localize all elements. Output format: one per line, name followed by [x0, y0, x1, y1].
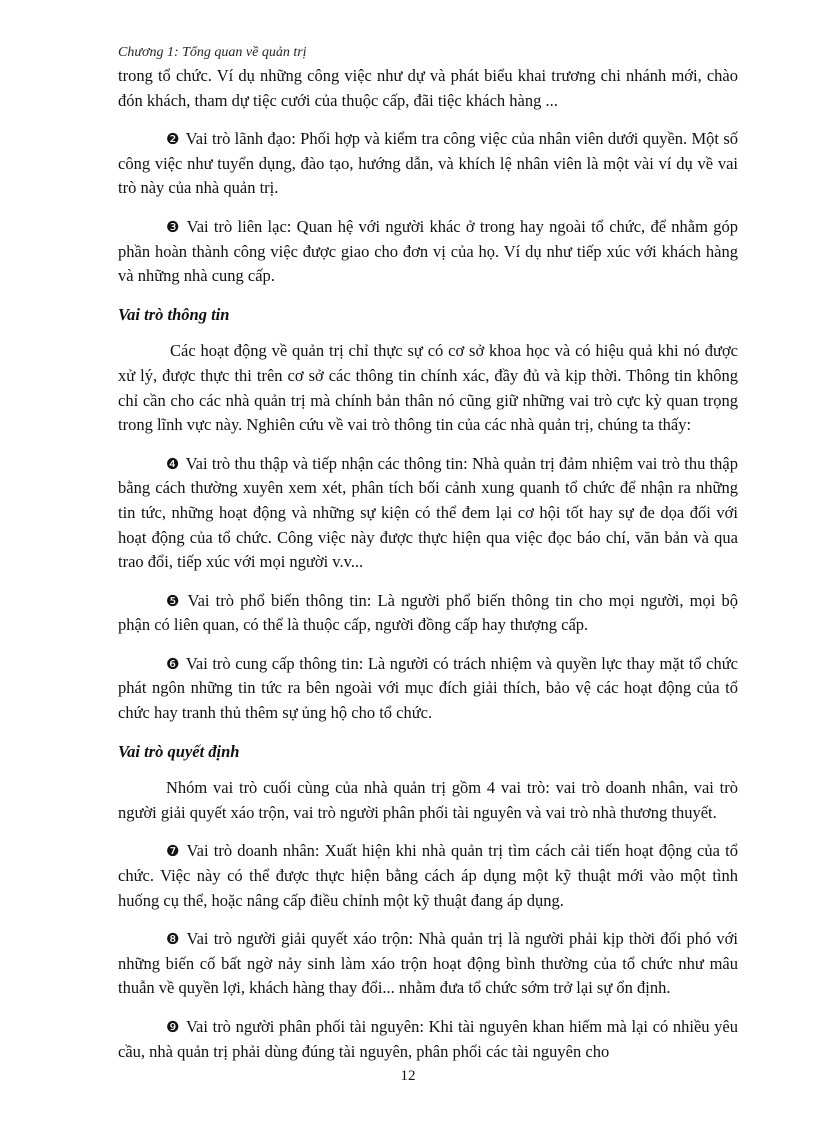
section-heading-information-roles: Vai trò thông tin — [118, 304, 230, 324]
paragraph-entrepreneur-role — [118, 839, 738, 913]
number-5-marker: ❺ — [166, 591, 182, 610]
paragraph-text: Vai trò liên lạc: Quan hệ với người khác ở trong hay ngoài tổ chức, để nhằm góp phần hoàn thành công việc được giao cho đơn vị của họ. Ví dụ như tiếp xúc với khách hàng và những nhà cung cấp. — [118, 216, 739, 286]
paragraph-monitor-role — [118, 452, 738, 575]
paragraph-decision-intro: Nhóm vai trò cuối cùng của nhà quản trị gồm 4 vai trò: vai trò doanh nhân, vai trò người giải quyết xáo trộn, vai trò người phân phối tài nguyên và vai trò nhà thương thuyết. — [118, 778, 738, 822]
running-header: Chương 1: Tổng quan về quản trị — [118, 45, 307, 60]
paragraph-text: Vai trò phổ biến thông tin: Là người phổ biến thông tin cho mọi người, mọi bộ phận có liên quan, có thể là thuộc cấp, người đồng cấp hay thượng cấp. — [118, 590, 738, 635]
number-6-marker: ❻ — [166, 654, 180, 673]
paragraph-text: Vai trò người giải quyết xáo trộn: Nhà quản trị là người phải kịp thời đối phó với những biến cố bất ngờ nảy sinh làm xáo trộn hoạt động bình thường của tổ chức như mâu thuẫn về quyền lợi, khách hàng thay đổi... nhằm đưa tổ chức sớm trở lại sự ổn định. — [118, 929, 738, 998]
page-number: 12 — [400, 1068, 416, 1084]
number-8-marker: ❽ — [166, 930, 181, 949]
number-4-marker: ❹ — [166, 454, 180, 473]
paragraph-text: Vai trò thu thập và tiếp nhận các thông tin: Nhà quản trị đảm nhiệm vai trò thu thập bằng cách thường xuyên xem xét, phân tích bối cảnh xung quanh tổ chức để nhận ra những tin tức, những hoạt động và những sự kiện có thể đem lại cơ hội tốt hay sự đe dọa đối với hoạt động của tổ chức. Công việc này được thực hiện qua việc đọc báo chí, văn bản và qua trao đổi, tiếp xúc với mọi người v.v... — [118, 453, 738, 572]
page-content — [118, 64, 738, 1078]
paragraph-information-intro: Các hoạt động về quản trị chỉ thực sự có cơ sở khoa học và có hiệu quả khi nó được xử lý, được thực thi trên cơ sở các thông tin chính xác, đầy đủ và kịp thời. Thông tin không chỉ cần cho các nhà quản trị mà chính bản thân nó cũng giữ những vai trò cực kỳ quan trọng trong lĩnh vực này. Nghiên cứu về vai trò thông tin của các nhà quản trị, chúng ta thấy: — [118, 341, 738, 435]
number-2-marker: ❷ — [166, 130, 180, 149]
paragraph-text: Vai trò doanh nhân: Xuất hiện khi nhà quản trị tìm cách cải tiến hoạt động của tổ chức. Việc này có thể được thực hiện bằng cách áp dụng một kỹ thuật mới vào một tình huống cụ thể, hoặc nâng cấp điều chỉnh một kỹ thuật đang áp dụng. — [118, 841, 739, 910]
number-9-marker: ❾ — [166, 1018, 180, 1036]
paragraph-text: Vai trò người phân phối tài nguyên: Khi tài nguyên khan hiếm mà lại có nhiều yêu cầu, nhà quản trị phải dùng đúng tài nguyên, phân phối các tài nguyên cho — [118, 1017, 738, 1061]
number-7-marker: ❼ — [166, 842, 181, 861]
paragraph-text: Vai trò lãnh đạo: Phối hợp và kiểm tra công việc của nhân viên dưới quyền. Một số công việc như tuyển dụng, đào tạo, hướng dẫn, và khích lệ nhân viên là một vài ví dụ về vai trò này của nhà quản trị. — [118, 129, 739, 198]
paragraph-spokesperson-role — [118, 652, 738, 726]
paragraph-leadership-role — [118, 127, 738, 201]
paragraph-liaison-role — [118, 215, 738, 289]
paragraph-disturbance-handler-role — [118, 927, 738, 1001]
paragraph-disseminator-role — [118, 589, 738, 638]
paragraph-text: Vai trò cung cấp thông tin: Là người có trách nhiệm và quyền lực thay mặt tổ chức phát ngôn những tin tức ra bên ngoài với mục đích giải thích, bảo vệ các hoạt động của tổ chức hay tranh thủ thêm sự ủng hộ cho tổ chức. — [118, 653, 738, 723]
section-heading-decision-roles: Vai trò quyết định — [118, 741, 240, 761]
number-3-marker: ❸ — [166, 217, 181, 236]
paragraph-continued: trong tổ chức. Ví dụ những công việc như dự và phát biểu khai trương chi nhánh mới, chào đón khách, tham dự tiệc cưới của thuộc cấp, đãi tiệc khách hàng ... — [118, 66, 738, 110]
paragraph-resource-allocator-role — [118, 1015, 738, 1064]
